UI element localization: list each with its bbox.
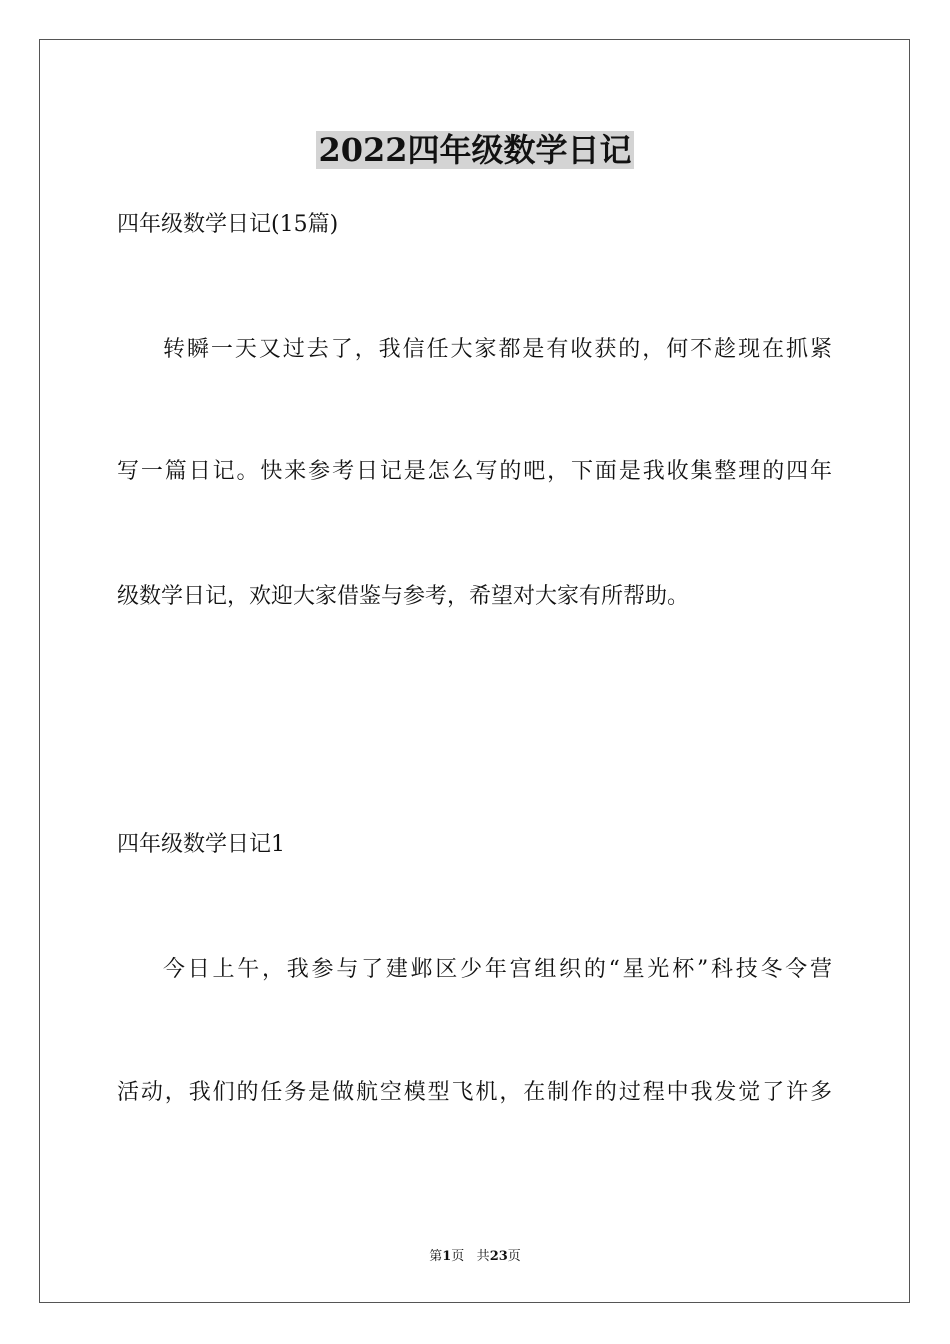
footer-page-number: 1 <box>442 1249 452 1264</box>
section-paragraph-line: 活动，我们的任务是做航空模型飞机，在制作的过程中我发觉了许多 <box>117 1080 832 1105</box>
footer-page-suffix: 页 <box>451 1249 465 1264</box>
footer-total-suffix: 页 <box>507 1249 521 1264</box>
section-heading: 四年级数学日记1 <box>117 832 285 857</box>
intro-paragraph-line: 写一篇日记。快来参考日记是怎么写的吧，下面是我收集整理的四年 <box>117 459 832 484</box>
document-subtitle: 四年级数学日记(15篇) <box>117 212 339 237</box>
document-title <box>0 126 950 174</box>
section-paragraph-line: 今日上午，我参与了建邺区少年宫组织的“星光杯”科技冬令营 <box>163 957 832 982</box>
document-title-text: 2022四年级数学日记 <box>318 131 632 169</box>
intro-paragraph-line: 级数学日记，欢迎大家借鉴与参考，希望对大家有所帮助。 <box>117 584 690 609</box>
footer-total-prefix: 共 <box>476 1249 490 1264</box>
page-footer <box>0 1248 950 1266</box>
intro-paragraph-line: 转瞬一天又过去了，我信任大家都是有收获的，何不趁现在抓紧 <box>163 337 832 362</box>
footer-total-pages: 23 <box>489 1249 508 1264</box>
footer-page-prefix: 第 <box>429 1249 443 1264</box>
